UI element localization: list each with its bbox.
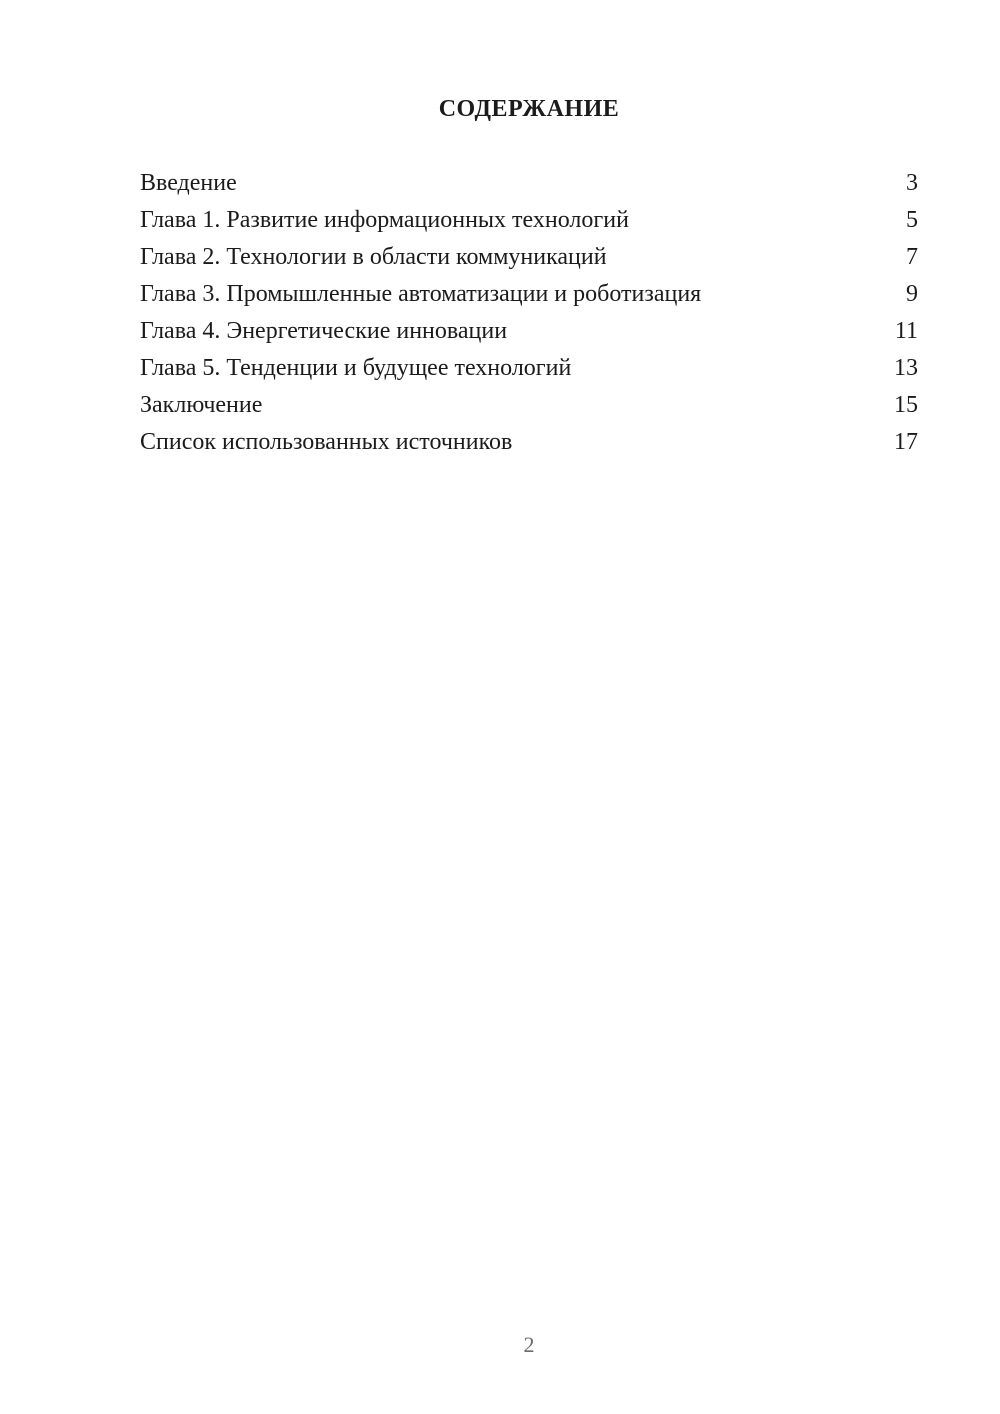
toc-entry-page: 17 xyxy=(894,429,918,455)
toc-entry xyxy=(140,239,918,276)
toc-entry-page: 3 xyxy=(906,170,918,196)
toc-entry-label: Глава 5. Тенденции и будущее технологий xyxy=(140,355,572,381)
footer-page-number: 2 xyxy=(523,1332,535,1357)
toc-entry-page: 13 xyxy=(894,355,918,381)
toc-entry xyxy=(140,202,918,239)
toc-entry-page: 11 xyxy=(894,318,918,344)
toc-entry-page: 7 xyxy=(906,244,918,270)
toc-list xyxy=(140,165,918,461)
toc-entry-label: Список использованных источников xyxy=(140,429,513,455)
toc-entry-label: Глава 1. Развитие информационных технологий xyxy=(140,207,629,233)
toc-entry-page: 9 xyxy=(906,281,918,307)
toc-entry xyxy=(140,350,918,387)
toc-entry xyxy=(140,313,918,350)
toc-entry xyxy=(140,276,918,313)
toc-entry-label: Глава 3. Промышленные автоматизации и роботизация xyxy=(140,281,702,307)
toc-entry-page: 15 xyxy=(894,392,918,418)
page-title: СОДЕРЖАНИЕ xyxy=(438,96,620,122)
toc-entry xyxy=(140,387,918,424)
toc-entry-label: Введение xyxy=(140,170,237,196)
toc-entry-label: Глава 4. Энергетические инновации xyxy=(140,318,508,344)
toc-entry-label: Глава 2. Технологии в области коммуникаций xyxy=(140,244,607,270)
toc-entry-label: Заключение xyxy=(140,392,263,418)
toc-entry xyxy=(140,165,918,202)
toc-entry xyxy=(140,424,918,461)
toc-entry-page: 5 xyxy=(906,207,918,233)
